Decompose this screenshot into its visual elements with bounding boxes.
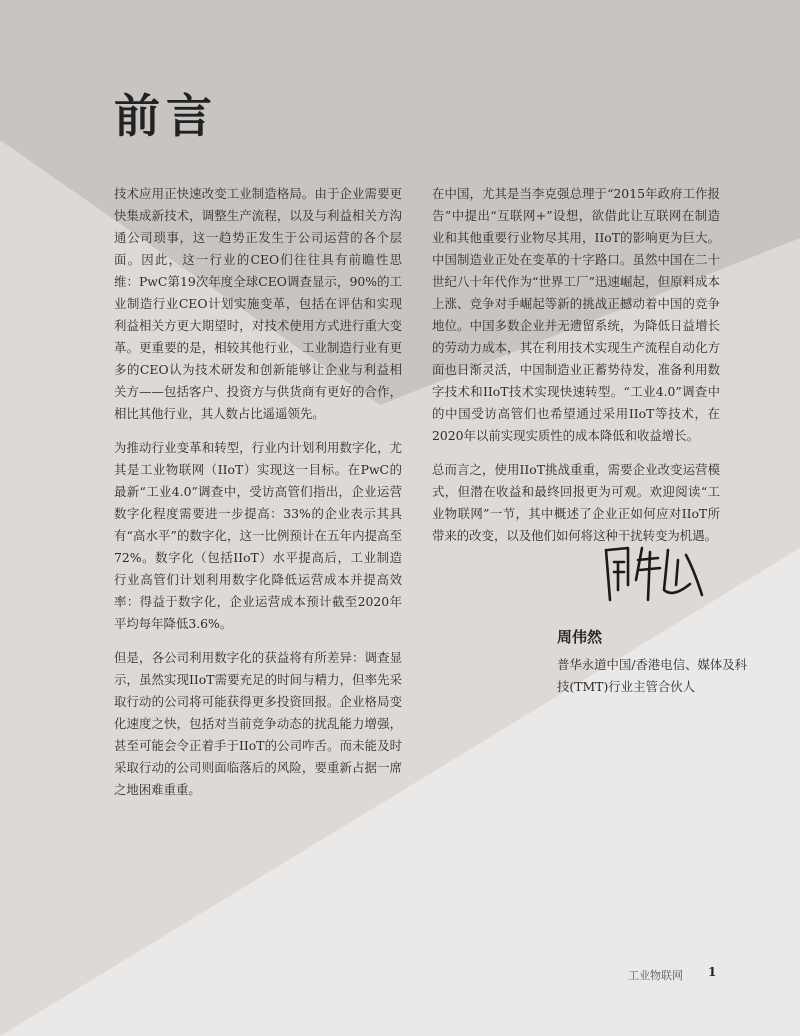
paragraph: 为推动行业变革和转型，行业内计划利用数字化，尤其是工业物联网（IIoT）实现这一目标。在PwC的最新“工业4.0”调查中，受访高管们指出，企业运营数字化程度需要进一步提高：33%的企业表示其具有“高水平”的数字化，这一比例预计在五年内提高至72%。数字化（包括IIoT）水平提高后，工业制造行业高管们计划利用数字化降低运营成本并提高效率：得益于数字化，企业运营成本预计截至2020年平均每年降低3.6%。 bbox=[114, 440, 402, 631]
paragraph: 技术应用正快速改变工业制造格局。由于企业需要更快集成新技术，调整生产流程，以及与利益相关方沟通公司琐事，这一趋势正发生于公司运营的各个层面。因此，这一行业的CEO们往往具有前瞻性思维：PwC第19次年度全球CEO调查显示，90%的工业制造行业CEO计划实施变革，包括在评估和实现利益相关方更大期望时，对技术使用方式进行重大变革。更重要的是，相较其他行业，工业制造行业有更多的CEO认为技术研发和创新能够让企业与利益相关方——包括客户、投资方与供货商有更好的合作，相比其他行业，其人数占比遥遥领先。 bbox=[114, 186, 402, 421]
paragraph: 在中国，尤其是当李克强总理于“2015年政府工作报告”中提出“互联网+”设想，欲借此让互联网在制造业和其他重要行业物尽其用，IIoT的影响更为巨大。中国制造业正处在变革的十字路口。虽然中国在二十世纪八十年代作为“世界工厂”迅速崛起，但原料成本上涨、竞争对手崛起等新的挑战正撼动着中国的竞争地位。中国多数企业并无遗留系统，为降低日益增长的劳动力成本，其在利用技术实现生产流程自动化方面也日渐灵活，中国制造业正蓄势待发，准备利用数字技术和IIoT技术实现快速转型。“工业4.0”调查中的中国受访高管们也希望通过采用IIoT等技术，在2020年以前实现实质性的成本降低和收益增长。 bbox=[432, 186, 720, 443]
signer-name: 周伟然 bbox=[557, 628, 603, 646]
footer-section-title: 工业物联网 bbox=[628, 969, 683, 982]
paragraph: 总而言之，使用IIoT挑战重重，需要企业改变运营模式，但潜在收益和最终回报更为可观。欢迎阅读“工业物联网”一节，其中概述了企业正如何应对IIoT所带来的改变，以及他们如何将这种干扰转变为机遇。 bbox=[432, 462, 720, 543]
page-number: 1 bbox=[708, 965, 717, 979]
handwritten-signature bbox=[598, 540, 708, 610]
signer-title: 普华永道中国/香港电信、媒体及科技(TMT)行业主管合伙人 bbox=[557, 657, 748, 694]
paragraph: 但是，各公司利用数字化的获益将有所差异：调查显示，虽然实现IIoT需要充足的时间与精力，但率先采取行动的公司将可能获得更多投资回报。企业格局变化速度之快，包括对当前竞争动态的扰乱能力增强，甚至可能会令正着手于IIoT的公司咋舌。而未能及时采取行动的公司则面临落后的风险，要重新占据一席之地困难重重。 bbox=[114, 650, 402, 797]
right-column bbox=[432, 183, 720, 559]
left-column bbox=[114, 183, 402, 813]
page-title: 前言 bbox=[114, 89, 218, 143]
